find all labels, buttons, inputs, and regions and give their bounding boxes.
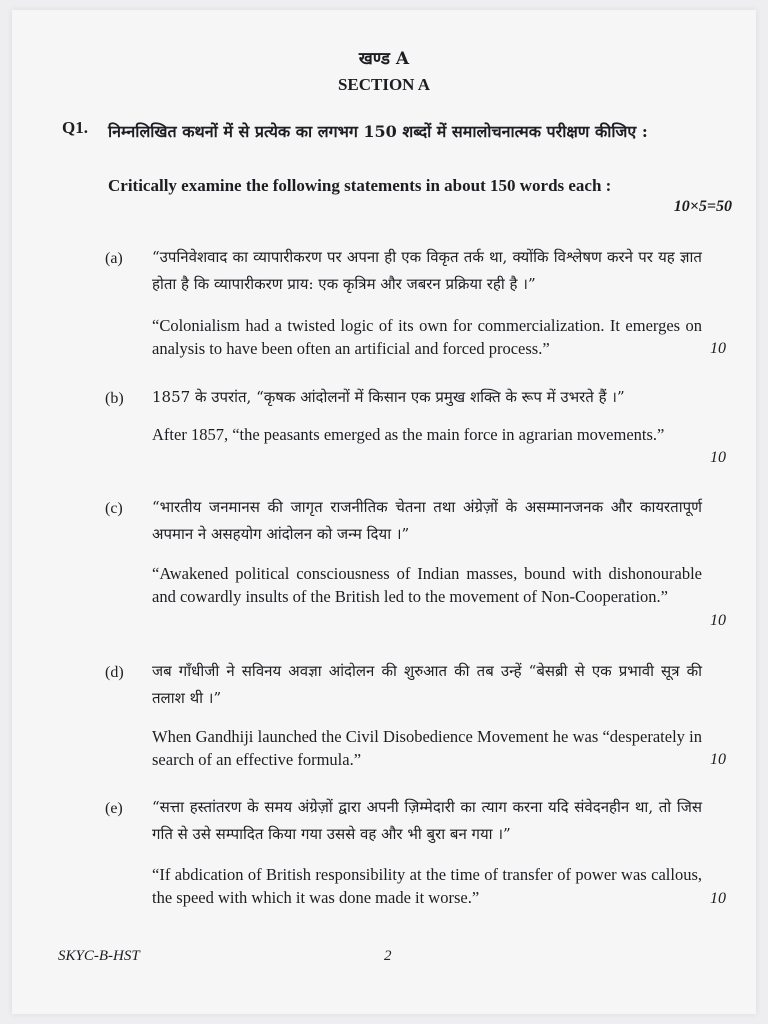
part-a-text-english: “Colonialism had a twisted logic of its own for commercialization. It emerges on analysis to have been often an artificial and forced process.”	[152, 316, 702, 358]
part-a-marks: 10	[710, 340, 726, 357]
part-b-text-hindi: 1857 के उपरांत, “कृषक आंदोलनों में किसान एक प्रमुख शक्ति के रूप में उभरते हैं ।”	[152, 388, 625, 406]
question-total-marks: 10×5=50	[673, 198, 732, 215]
paper-code: SKYC-B-HST	[58, 948, 140, 964]
part-b-label: (b)	[105, 390, 124, 407]
part-e-label: (e)	[105, 800, 123, 817]
part-a-label: (a)	[105, 250, 123, 267]
part-d-marks: 10	[710, 751, 726, 768]
part-c-marks: 10	[710, 612, 726, 629]
part-e-text-hindi: “सत्ता हस्तांतरण के समय अंग्रेज़ों द्वारा अपनी ज़िम्मेदारी का त्याग करना यदि संवेदनहीन था, तो जिस गति से उसे सम्पादित किया गया उससे वह और भी बुरा बन गया ।”	[152, 798, 702, 843]
part-e-marks: 10	[710, 890, 726, 907]
question-instruction-english: Critically examine the following statements in about 150 words each :	[108, 176, 612, 195]
section-title-english: SECTION A	[337, 75, 431, 94]
part-c-text-hindi: “भारतीय जनमानस की जागृत राजनीतिक चेतना तथा अंग्रेज़ों के असम्मानजनक और कायरतापूर्ण अपमान ने असहयोग आंदोलन को जन्म दिया ।”	[152, 498, 702, 543]
part-c-text-english: “Awakened political consciousness of Indian masses, bound with dishonourable and cowardly insults of the British led to the movement of Non-Cooperation.”	[152, 564, 702, 606]
part-d-text-english: When Gandhiji launched the Civil Disobedience Movement he was “desperately in search of an effective formula.”	[152, 727, 702, 769]
part-d-text-hindi: जब गाँधीजी ने सविनय अवज्ञा आंदोलन की शुरुआत की तब उन्हें “बेसब्री से एक प्रभावी सूत्र की तलाश थी ।”	[152, 662, 702, 707]
section-title-hindi: खण्ड A	[358, 49, 410, 69]
part-d-label: (d)	[105, 664, 124, 681]
page-number: 2	[384, 948, 392, 964]
part-b-marks: 10	[710, 449, 726, 466]
part-e-text-english: “If abdication of British responsibility at the time of transfer of power was callous, the speed with which it was done made it worse.”	[152, 865, 702, 907]
part-b-text-english: After 1857, “the peasants emerged as the main force in agrarian movements.”	[152, 425, 665, 444]
part-c-label: (c)	[105, 500, 123, 517]
question-number: Q1.	[62, 118, 88, 137]
question-instruction-hindi: निम्नलिखित कथनों में से प्रत्येक का लगभग 150 शब्दों में समालोचनात्मक परीक्षण कीजिए :	[108, 122, 648, 141]
part-a-text-hindi: “उपनिवेशवाद का व्यापारीकरण पर अपना ही एक विकृत तर्क था, क्योंकि विश्लेषण करने पर यह ज्ञात होता है कि व्यापारीकरण प्राय: एक कृत्रिम और जबरन प्रक्रिया रही है ।”	[152, 248, 702, 293]
